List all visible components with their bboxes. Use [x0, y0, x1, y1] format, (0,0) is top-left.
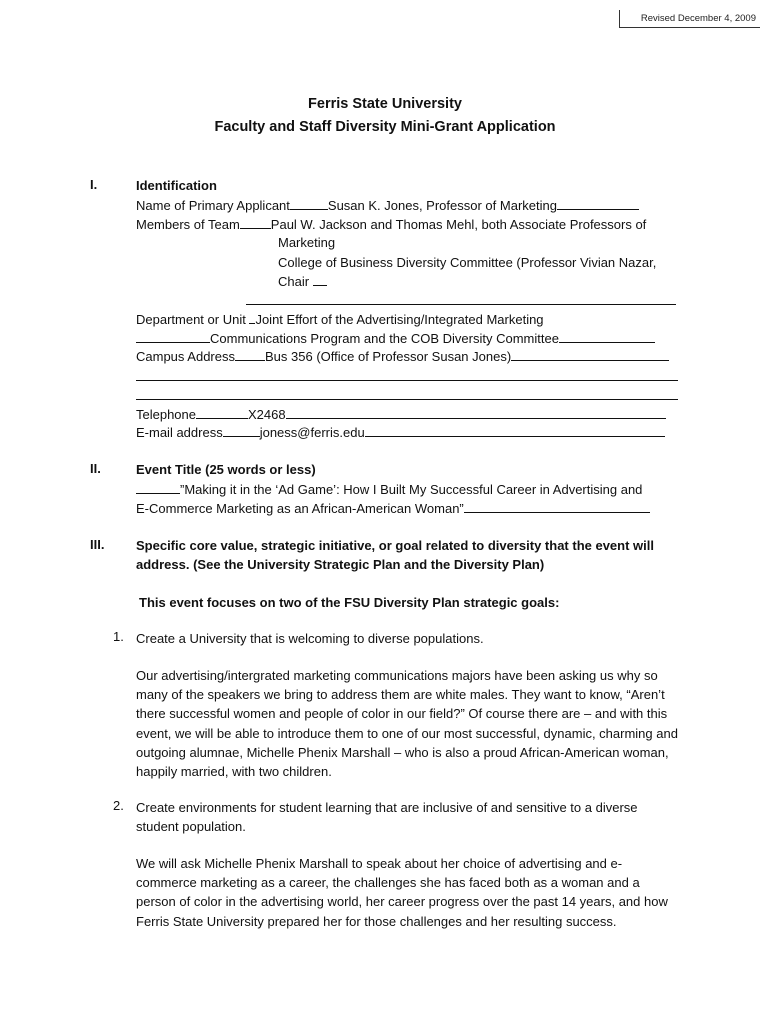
section-3-heading-line-2: address. (See the University Strategic Plan and the Diversity Plan): [136, 557, 545, 572]
department-label: Department or Unit: [136, 312, 246, 327]
section-3-number: III.: [90, 537, 105, 552]
team-row: [136, 214, 646, 234]
section-2-heading: Event Title (25 words or less): [136, 462, 316, 477]
address-line-3: [136, 399, 678, 400]
email-row: [136, 422, 665, 442]
event-title-value-2: E-Commerce Marketing as an African-American Woman”: [136, 501, 464, 516]
address-line-2: [136, 380, 678, 381]
team-label: Members of Team: [136, 217, 240, 232]
department-value[interactable]: Joint Effort of the Advertising/Integrated Marketing: [255, 312, 544, 327]
event-title-row-2: [136, 498, 650, 518]
section-3-heading-line-1: Specific core value, strategic initiative, or goal related to diversity that the event will: [136, 538, 654, 553]
team-value-line-2: Marketing: [278, 235, 336, 250]
goal-1-paragraph: Our advertising/intergrated marketing communications majors have been asking us why so many of the speakers we bring to address them are white males. They want to know, “Aren’t there successful women and people of color in our field?” Of course there are – and with this event, we will be able to introduce them to one of our most successful, dynamic, charming and outgoing alumnae, Michelle Phenix Marshall – who is also a proud African-American woman, happily married, with two children.: [136, 668, 678, 780]
section-2-number: II.: [90, 461, 101, 476]
department-row-2: [136, 328, 655, 348]
university-title: Ferris State University: [308, 96, 462, 112]
goal-2-paragraph: We will ask Michelle Phenix Marshall to speak about her choice of advertising and e-commerce marketing as a career, the challenges she has faced both as a woman and a person of color in the advertising world, her career progress over the past 14 years, and how Ferris State University prepared her for those challenges and her resulting success.: [136, 856, 668, 929]
email-label: E-mail address: [136, 425, 223, 440]
telephone-row: [136, 404, 666, 424]
campus-address-row: [136, 346, 669, 366]
telephone-value[interactable]: X2468: [248, 407, 286, 422]
department-row: [136, 309, 544, 329]
goal-1-text: Create a University that is welcoming to diverse populations.: [136, 631, 484, 646]
team-value[interactable]: Paul W. Jackson and Thomas Mehl, both Associate Professors of: [270, 217, 647, 232]
department-value-2: Communications Program and the COB Diversity Committee: [210, 331, 559, 346]
telephone-label: Telephone: [136, 407, 196, 422]
team-value-line-4: Chair: [278, 271, 327, 291]
section-1-heading: Identification: [136, 178, 217, 193]
goal-1-number: 1.: [113, 629, 124, 644]
primary-applicant-row: [136, 195, 639, 215]
revised-date: Revised December 4, 2009: [619, 10, 760, 28]
primary-applicant-value[interactable]: Susan K. Jones, Professor of Marketing: [327, 198, 557, 213]
goal-2-number: 2.: [113, 798, 124, 813]
event-title-value[interactable]: ”Making it in the ‘Ad Game’: How I Built My Successful Career in Advertising and: [180, 482, 643, 497]
primary-applicant-label: Name of Primary Applicant: [136, 198, 290, 213]
campus-address-label: Campus Address: [136, 349, 235, 364]
team-underline: [246, 304, 676, 305]
goal-2-text-line-1: Create environments for student learning that are inclusive of and sensitive to a diverse: [136, 800, 638, 815]
form-title: Faculty and Staff Diversity Mini-Grant Application: [214, 119, 556, 135]
team-value-line-3: College of Business Diversity Committee (Professor Vivian Nazar,: [278, 255, 657, 270]
goal-2-text-line-2: student population.: [136, 819, 246, 834]
event-title-row: [136, 479, 642, 499]
focus-statement: This event focuses on two of the FSU Diversity Plan strategic goals:: [139, 595, 560, 610]
section-1-number: I.: [90, 177, 98, 192]
campus-address-value[interactable]: Bus 356 (Office of Professor Susan Jones): [265, 349, 512, 364]
email-value[interactable]: joness@ferris.edu: [259, 425, 365, 440]
